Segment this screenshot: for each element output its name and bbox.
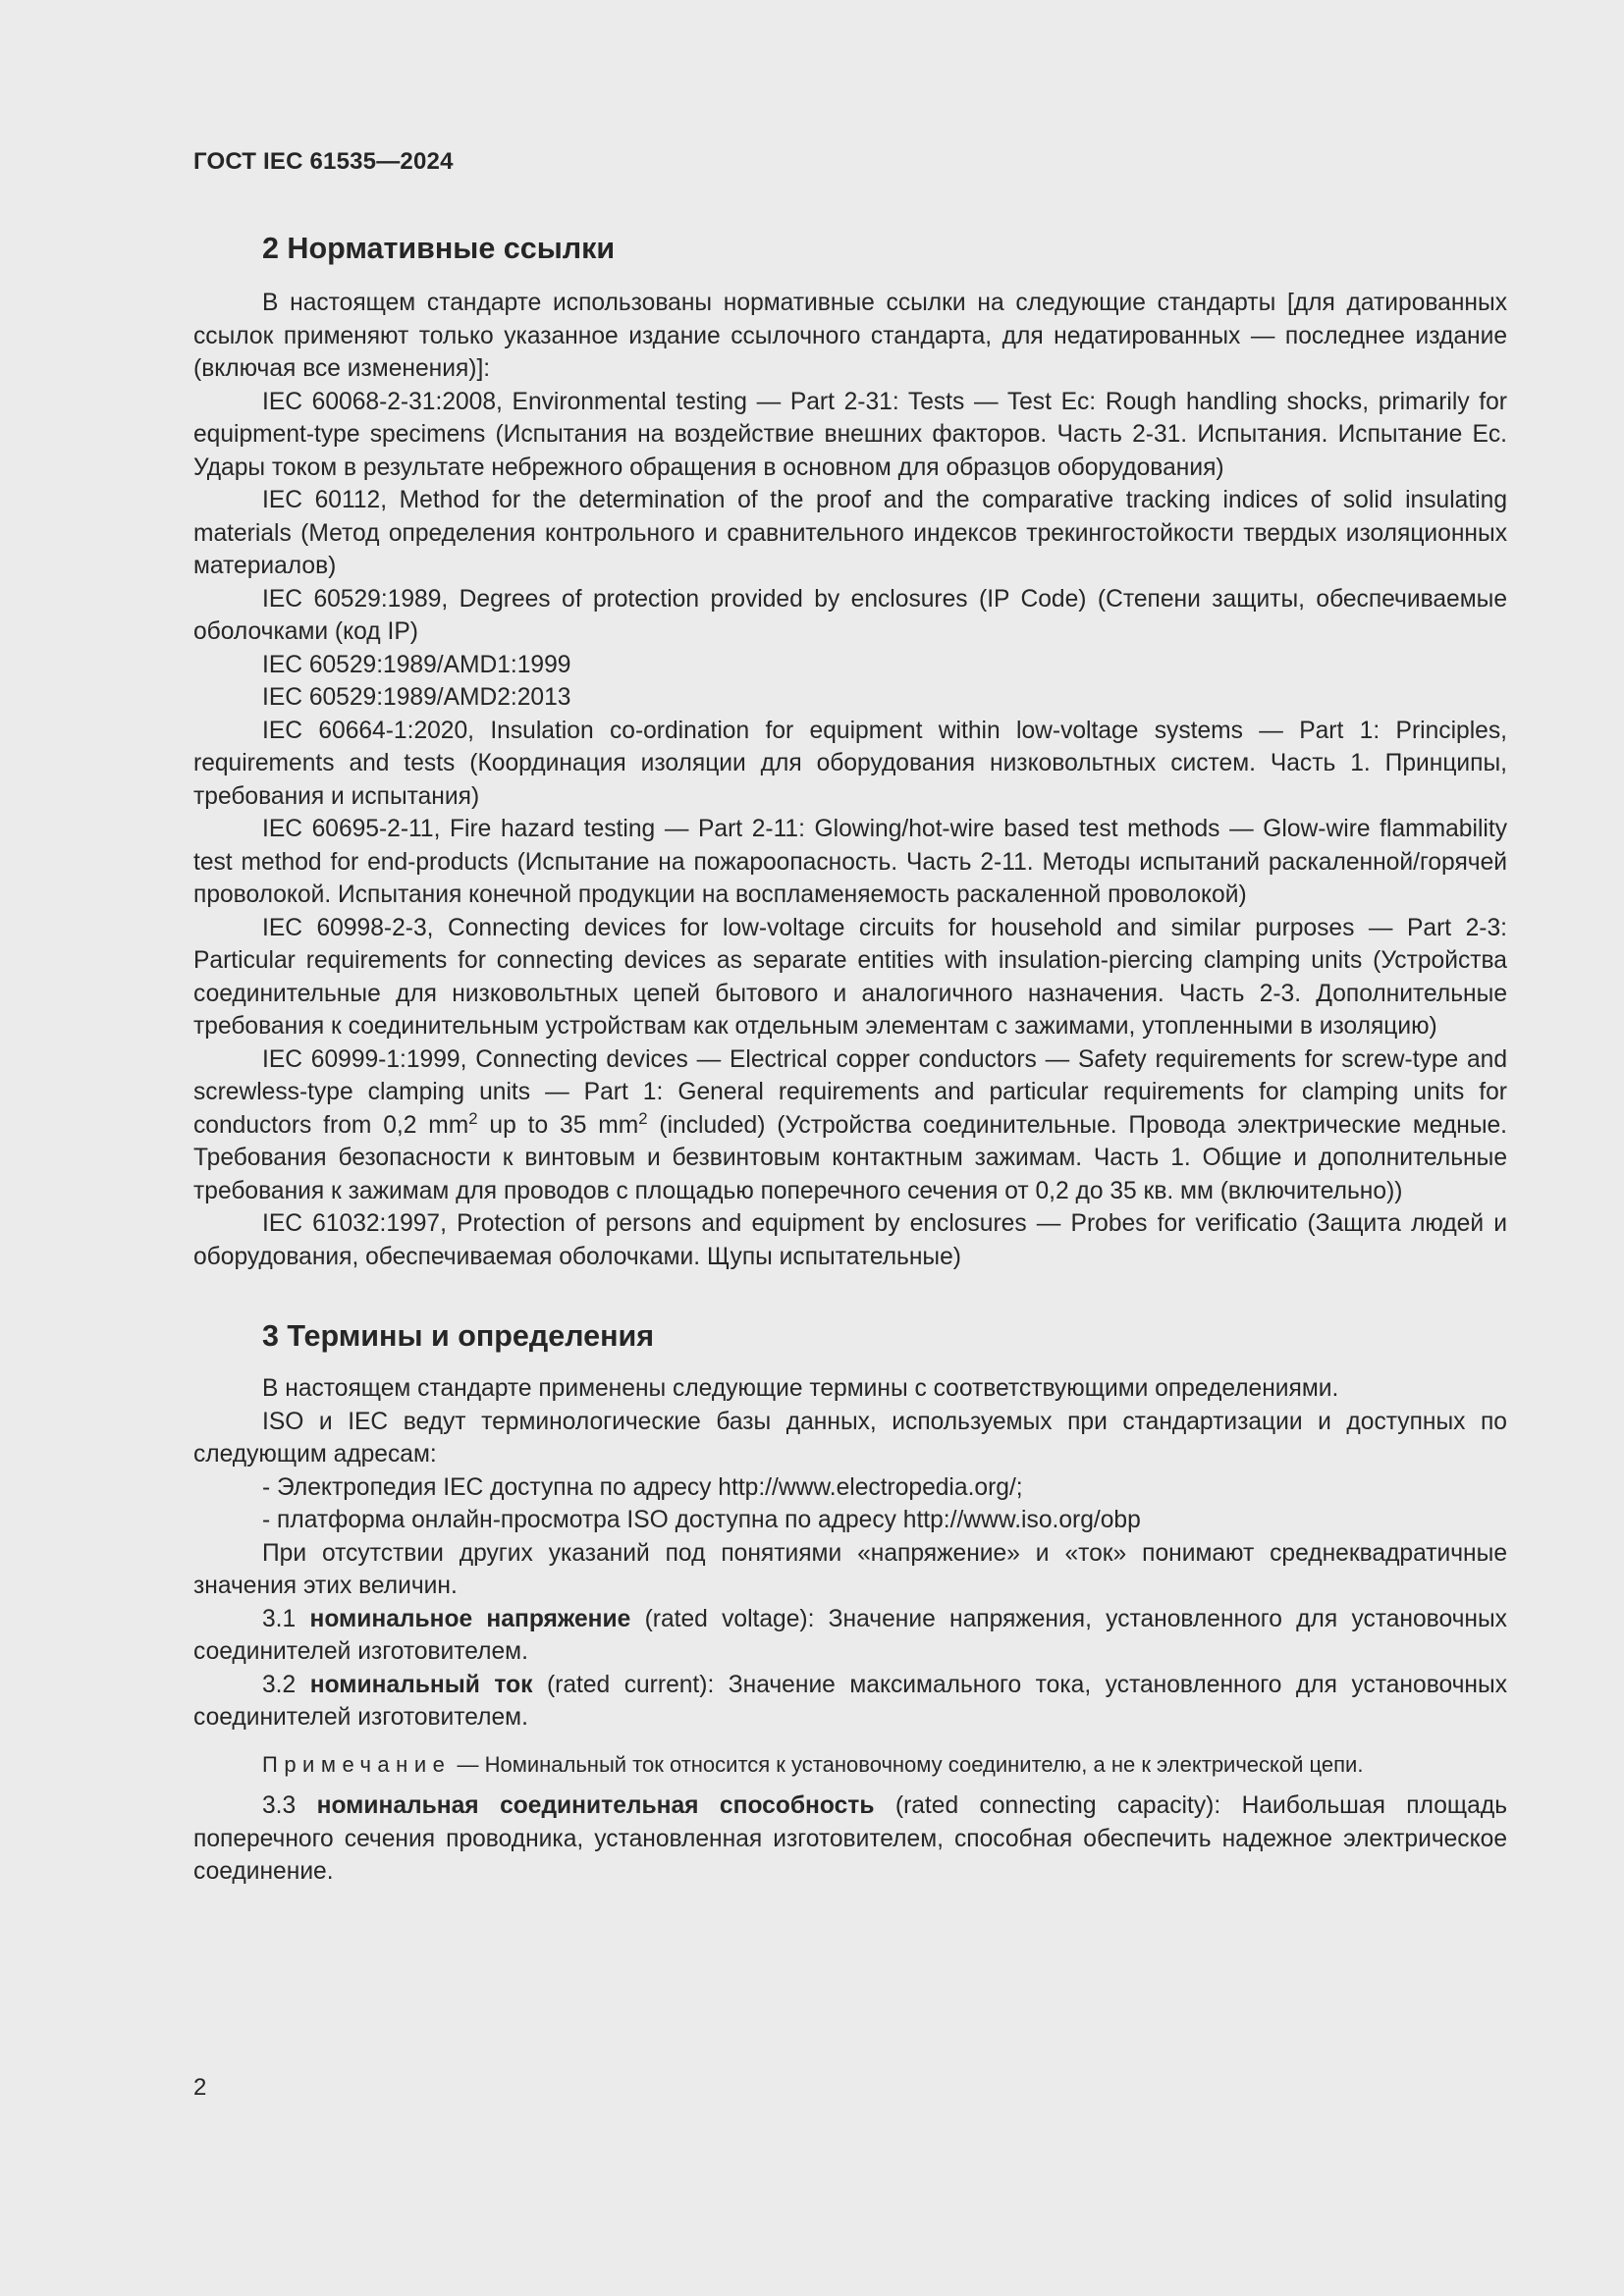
section-3-heading: 3 Термины и определения [262, 1319, 655, 1353]
term-name: номинальное напряжение [309, 1605, 631, 1632]
section-2-intro: В настоящем стандарте использованы нормативные ссылки на следующие стандарты [для датированных ссылок применяют только указанное издание ссылочного стандарта, для недатированных — последнее издание (включая все изменения)]: [193, 290, 1507, 382]
page-content [193, 229, 1507, 1889]
reference-iec-60529-amd2: IEC 60529:1989/AMD2:2013 [262, 684, 571, 711]
reference-iec-60664: IEC 60664-1:2020, Insulation co-ordination for equipment within low-voltage systems — Part 1: Principles, requirements and tests (Координация изоляции для оборудования низковольтных систем. Часть 1. Принципы, требования и испытания) [193, 717, 1507, 810]
rms-values-paragraph: При отсутствии других указаний под понятиями «напряжение» и «ток» понимают среднеквадратичные значения этих величин. [193, 1539, 1507, 1599]
superscript-2: 2 [468, 1108, 478, 1128]
reference-iec-60112: IEC 60112, Method for the determination of the proof and the comparative tracking indices of solid insulating materials (Метод определения контрольного и сравнительного индексов трекингостойкости твердых изоляционных материалов) [193, 487, 1507, 579]
term-3-3 [193, 1789, 1507, 1889]
reference-iec-60999-text-3: (included) (Устройства соединительные. Провода электрические медные. Требования безопасности к винтовым и безвинтовым контактным зажимам. Часть 1. Общие и дополнительные требования к зажимам для проводов с площадью поперечного сечения от 0,2 до 35 кв. мм (включительно)) [193, 1111, 1508, 1204]
note-paragraph [193, 1748, 1507, 1782]
section-2-heading: 2 Нормативные ссылки [262, 232, 616, 265]
term-name: номинальный ток [309, 1671, 533, 1698]
superscript-2: 2 [638, 1108, 648, 1128]
term-3-1 [193, 1603, 1507, 1669]
reference-iec-61032: IEC 61032:1997, Protection of persons and equipment by enclosures — Probes for verificatio (Защита людей и оборудования, обеспечиваемая оболочками. Щупы испытательные) [193, 1210, 1507, 1270]
terminology-databases-intro: ISO и IEC ведут терминологические базы данных, используемых при стандартизации и доступных по следующим адресам: [193, 1408, 1507, 1468]
note-label: Примечание [262, 1751, 452, 1777]
reference-iec-60529-amd1: IEC 60529:1989/AMD1:1999 [262, 651, 571, 678]
term-number: 3.1 [262, 1605, 310, 1632]
section-3-intro: В настоящем стандарте применены следующие термины с соответствующими определениями. [262, 1375, 1339, 1402]
term-definition: (rated connecting capacity): Наибольшая площадь поперечного сечения проводника, установленная изготовителем, способная обеспечить надежное электрическое соединение. [193, 1792, 1508, 1885]
term-definition: (rated voltage): Значение напряжения, установленного для установочных соединителей изготовителем. [193, 1605, 1507, 1665]
document-header: ГОСТ IEC 61535—2024 [193, 148, 454, 175]
reference-iec-60999 [193, 1043, 1507, 1208]
term-definition: (rated current): Значение максимального тока, установленного для установочных соединителей изготовителем. [193, 1671, 1507, 1731]
reference-iec-60998: IEC 60998-2-3, Connecting devices for low-voltage circuits for household and similar purposes — Part 2-3: Particular requirements for connecting devices as separate entities with insulation-piercing clamping units (Устройства соединительные для низковольтных цепей бытового и аналогичного назначения. Часть 2-3. Дополнительные требования к соединительным устройствам как отдельным элементам с зажимами, утопленными в изоляцию) [193, 914, 1507, 1040]
reference-iec-60529: IEC 60529:1989, Degrees of protection provided by enclosures (IP Code) (Степени защиты, обеспечиваемые оболочками (код IP) [193, 585, 1507, 645]
reference-iec-60999-text-2: up to 35 mm [477, 1111, 639, 1139]
term-number: 3.3 [262, 1792, 317, 1819]
reference-iec-60068: IEC 60068-2-31:2008, Environmental testing — Part 2-31: Tests — Test Ec: Rough handling shocks, primarily for equipment-type specimens (Испытания на воздействие внешних факторов. Часть 2-31. Испытания. Испытание Ec. Удары током в результате небрежного обращения в основном для образцов оборудования) [193, 388, 1507, 481]
list-item-electropedia: - Электропедия IEC доступна по адресу http://www.electropedia.org/; [262, 1473, 1023, 1501]
reference-iec-60999-text-1: IEC 60999-1:1999, Connecting devices — Electrical copper conductors — Safety requirements for screw-type and screwless-type clamping units — Part 1: General requirements and particular requirements for clamping units for conductors from 0,2 mm [193, 1045, 1507, 1139]
list-item-iso-obp: - платформа онлайн-просмотра ISO доступна по адресу http://www.iso.org/obp [262, 1507, 1141, 1533]
page-number: 2 [193, 2074, 207, 2101]
term-number: 3.2 [262, 1671, 310, 1698]
term-3-2 [193, 1669, 1507, 1735]
note-text: — Номинальный ток относится к установочному соединителю, а не к электрической цепи. [451, 1751, 1364, 1777]
term-name: номинальная соединительная способность [316, 1792, 875, 1819]
reference-iec-60695: IEC 60695-2-11, Fire hazard testing — Part 2-11: Glowing/hot-wire based test methods — Glow-wire flammability test method for end-products (Испытание на пожароопасность. Часть 2-11. Методы испытаний раскаленной/горячей проволокой. Испытания конечной продукции на воспламеняемость раскаленной проволокой) [193, 816, 1507, 908]
